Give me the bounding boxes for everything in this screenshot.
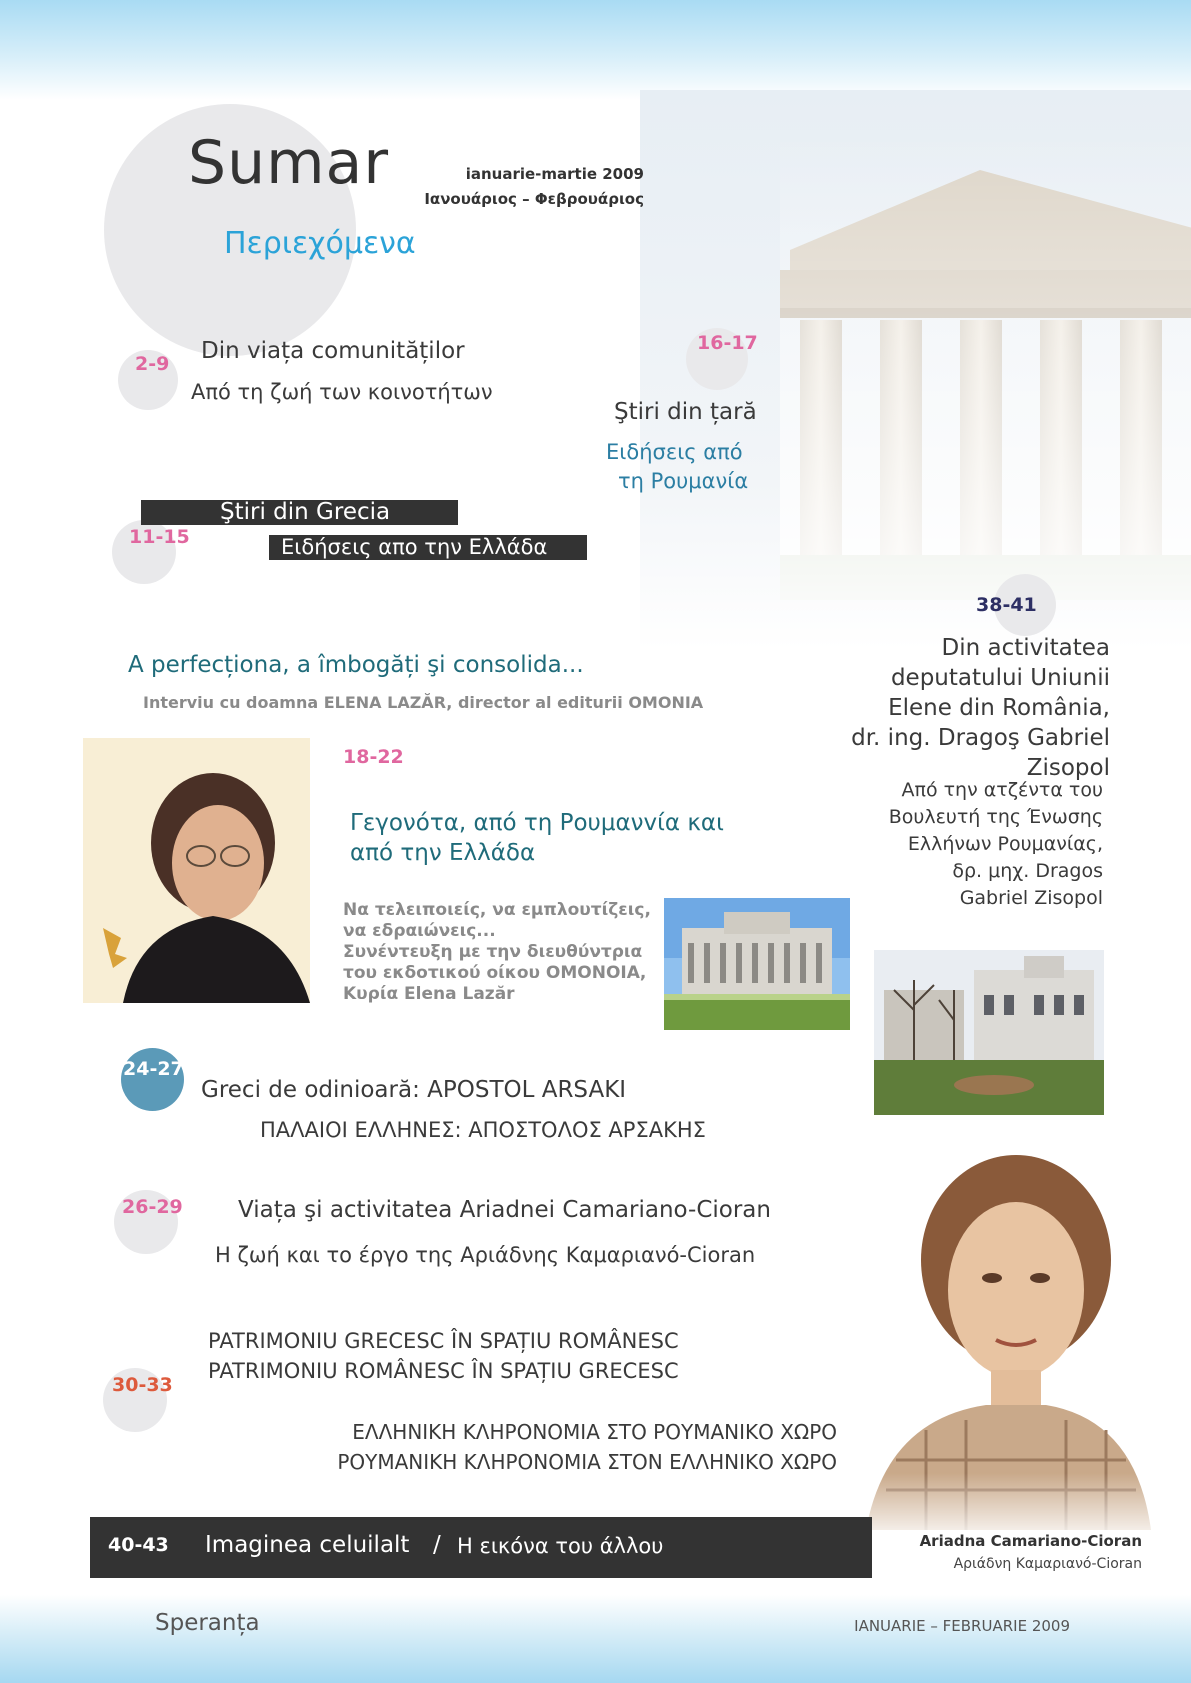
page-number-2-9: 2-9 (135, 353, 170, 375)
interview-gr-line: Συνέντευξη με την διευθύντρια (343, 942, 643, 962)
section-patrimoniu-ro-line2: PATRIMONIU ROMÂNESC ÎN SPAȚIU GRECESC (208, 1359, 679, 1383)
section-tara-ro: Ştiri din țară (614, 399, 757, 425)
university-building-photo (874, 950, 1104, 1115)
section-comunitati-gr: Από τη ζωή των κοινοτήτων (191, 380, 493, 404)
page-subtitle: Περιεχόμενα (224, 226, 416, 261)
page-number-11-15: 11-15 (129, 526, 190, 548)
section-imaginea-separator: / (433, 1532, 441, 1558)
section-ariadna-ro: Viața şi activitatea Ariadnei Camariano-Cioran (238, 1197, 771, 1223)
page-number-18-22: 18-22 (343, 746, 404, 768)
section-grecia-ro: Ştiri din Grecia (220, 499, 391, 525)
page-number-26-29: 26-29 (122, 1196, 183, 1218)
section-deputat-gr-line: δρ. μηχ. Dragos (952, 860, 1103, 882)
section-imaginea-ro: Imaginea celuilalt (205, 1532, 410, 1558)
portrait-caption-ro: Ariadna Camariano-Cioran (919, 1532, 1142, 1550)
ariadna-portrait-photo (866, 1150, 1151, 1530)
page-number-16-17: 16-17 (697, 332, 758, 354)
section-imaginea-gr: Η εικόνα του άλλου (457, 1534, 664, 1558)
section-arsaki-gr: ΠΑΛΑΙΟΙ ΕΛΛΗΝΕΣ: ΑΠΟΣΤΟΛΟΣ ΑΡΣΑΚΗΣ (260, 1118, 706, 1142)
section-deputat-gr-line: Από την ατζέντα του (901, 779, 1103, 801)
section-deputat-gr-line: Gabriel Zisopol (959, 887, 1103, 909)
interview-gr-line: Να τελειποιείς, να εμπλουτίζεις, (343, 900, 651, 920)
portrait-caption-gr: Αριάδνη Καμαριανό-Cioran (953, 1556, 1142, 1572)
footer-date: IANUARIE – FEBRUARIE 2009 (854, 1617, 1070, 1635)
parliament-palace-photo (664, 898, 850, 1030)
section-deputat-ro-line: dr. ing. Dragoş Gabriel (851, 725, 1110, 751)
section-patrimoniu-gr-line1: ΕΛΛΗΝΙΚΗ ΚΛΗΡΟΝΟΜΙΑ ΣΤΟ ΡΟΥΜΑΝΙΚΟ ΧΩΡΟ (352, 1420, 837, 1444)
section-ariadna-gr: Η ζωή και το έργο της Αριάδνης Καμαριανό-Cioran (215, 1243, 756, 1267)
interview-title-ro: A perfecționa, a îmbogăți şi consolida... (128, 652, 584, 678)
section-deputat-ro-line: Din activitatea (941, 635, 1110, 661)
issue-date-ro: ianuarie-martie 2009 (465, 165, 644, 183)
interview-gr-line: να εδραιώνεις... (343, 921, 496, 941)
section-evenimente-gr-line1: Γεγονότα, από τη Ρουμανvία και (350, 810, 724, 836)
section-deputat-ro-line: deputatului Uniunii (890, 665, 1110, 691)
section-grecia-gr: Ειδήσεις απο την Ελλάδα (281, 535, 548, 559)
elena-lazar-photo (83, 738, 310, 1003)
issue-date-gr: Ιανουάριος – Φεβρουάριος (424, 190, 644, 208)
magazine-name: Speranța (155, 1610, 260, 1636)
section-arsaki-ro: Greci de odinioară: APOSTOL ARSAKI (201, 1077, 627, 1103)
page-number-40-43: 40-43 (108, 1534, 169, 1556)
top-gradient-band (0, 0, 1191, 100)
section-evenimente-gr-line2: από την Ελλάδα (350, 840, 536, 866)
section-comunitati-ro: Din viața comunităților (201, 338, 465, 364)
page-title: Sumar (188, 128, 389, 198)
page-number-30-33: 30-33 (112, 1374, 173, 1396)
page-number-24-27: 24-27 (123, 1058, 184, 1080)
section-deputat-ro-line: Zisopol (1026, 755, 1110, 781)
section-deputat-gr-line: Βουλευτή της Ένωσης (888, 806, 1103, 828)
section-tara-gr-line2: τη Ρουμανία (618, 469, 749, 493)
interview-gr-line: του εκδοτικού οίκου ΟΜΟΝΟΙΑ, (343, 963, 647, 983)
page-number-38-41: 38-41 (976, 594, 1037, 616)
interview-subtitle-ro: Interviu cu doamna ELENA LAZĂR, director al editurii OMONIA (143, 693, 704, 712)
bottom-gradient-band (0, 1595, 1191, 1683)
section-tara-gr-line1: Ειδήσεις από (606, 440, 743, 464)
interview-gr-line: Κυρία Elena Lazăr (343, 984, 515, 1004)
section-patrimoniu-gr-line2: ΡΟΥΜΑΝΙΚΗ ΚΛΗΡΟΝΟΜΙΑ ΣΤΟΝ ΕΛΛΗΝΙΚΟ ΧΩΡΟ (337, 1450, 837, 1474)
section-deputat-ro-line: Elene din România, (888, 695, 1110, 721)
greek-temple-image (780, 130, 1191, 600)
section-deputat-gr-line: Ελλήνων Ρουμανίας, (907, 833, 1103, 855)
section-patrimoniu-ro-line1: PATRIMONIU GRECESC ÎN SPAȚIU ROMÂNESC (208, 1329, 679, 1353)
